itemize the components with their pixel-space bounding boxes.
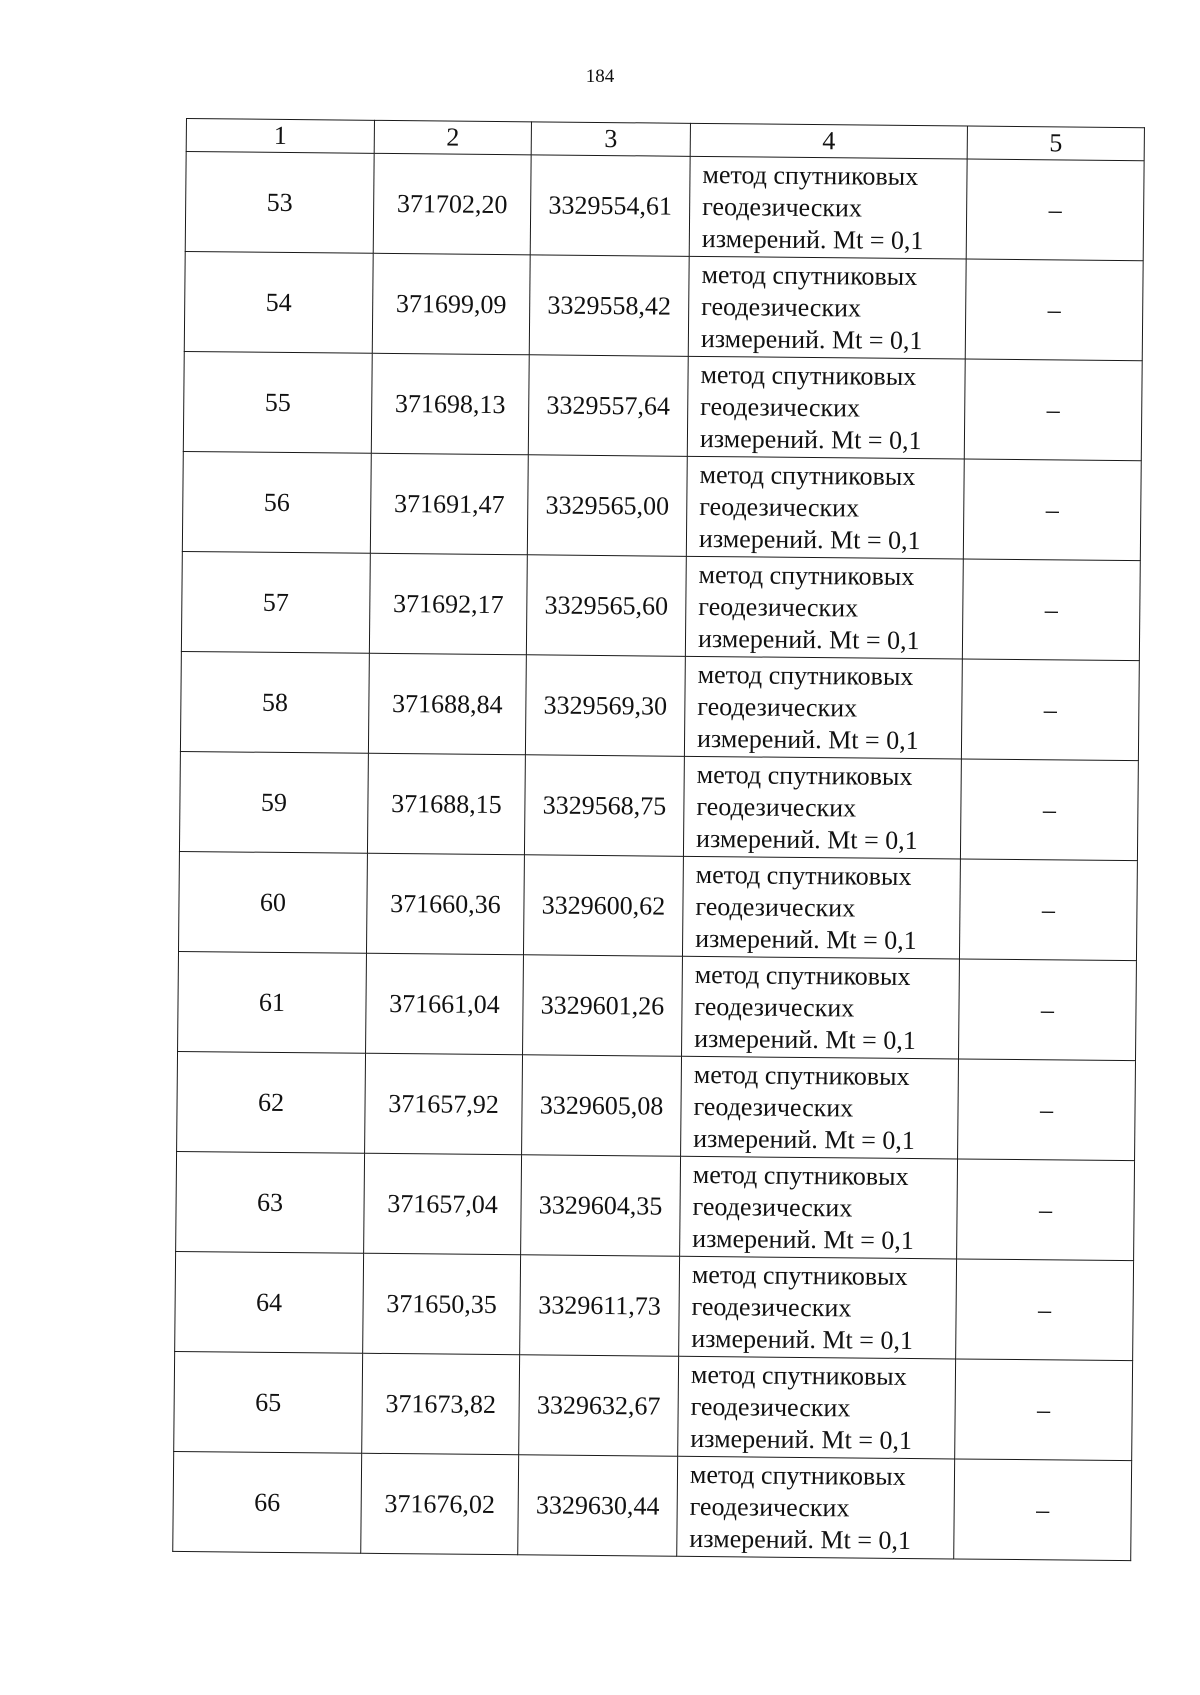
table-row — [181, 551, 1140, 660]
method-line: метод спутниковых — [700, 359, 917, 391]
method-line: геодезических — [694, 991, 855, 1022]
method-line: метод спутниковых — [701, 259, 918, 291]
y-coordinate-cell: 3329604,35 — [521, 1155, 681, 1257]
x-coordinate-cell: 371657,04 — [364, 1153, 522, 1255]
point-number-cell: 61 — [178, 951, 367, 1053]
method-line: метод спутниковых — [699, 459, 916, 491]
method-line: метод спутниковых — [695, 859, 912, 891]
method-line: геодезических — [696, 791, 857, 822]
y-coordinate-cell: 3329558,42 — [529, 255, 689, 357]
method-line: измерений. Mt = 0,1 — [694, 1023, 916, 1055]
column-header-1: 1 — [186, 119, 374, 154]
y-coordinate-cell: 3329569,30 — [525, 655, 685, 757]
method-line: метод спутниковых — [698, 559, 915, 591]
method-line: измерений. Mt = 0,1 — [701, 223, 924, 255]
x-coordinate-cell: 371661,04 — [366, 953, 524, 1055]
note-cell: – — [963, 459, 1141, 561]
method-line: измерений. Mt = 0,1 — [689, 1523, 912, 1555]
x-coordinate-cell: 371688,15 — [367, 753, 525, 855]
table-row — [180, 651, 1139, 760]
method-line: измерений. Mt = 0,1 — [696, 723, 919, 755]
x-coordinate-cell: 371657,92 — [365, 1053, 523, 1155]
table-row — [183, 351, 1142, 460]
table-row — [176, 1151, 1135, 1260]
table-row — [178, 951, 1137, 1060]
point-number-cell: 53 — [185, 152, 374, 254]
note-cell: – — [954, 1459, 1132, 1561]
method-line: метод спутниковых — [690, 1359, 907, 1391]
method-line: геодезических — [689, 1491, 850, 1522]
method-cell — [684, 656, 962, 759]
note-cell: – — [956, 1259, 1134, 1361]
method-line: метод спутниковых — [692, 1159, 909, 1191]
method-line: геодезических — [692, 1191, 853, 1222]
method-cell — [687, 356, 965, 459]
method-line: геодезических — [693, 1091, 854, 1122]
note-cell: – — [961, 659, 1139, 761]
method-cell — [683, 756, 961, 859]
column-header-4: 4 — [690, 123, 967, 159]
method-cell — [682, 856, 960, 959]
x-coordinate-cell: 371691,47 — [370, 453, 528, 555]
method-line: измерений. Mt = 0,1 — [691, 1323, 914, 1355]
table-row — [177, 1051, 1136, 1160]
method-line: геодезических — [699, 491, 860, 522]
x-coordinate-cell: 371673,82 — [362, 1353, 520, 1455]
y-coordinate-cell: 3329605,08 — [522, 1055, 682, 1157]
y-coordinate-cell: 3329568,75 — [524, 755, 684, 857]
method-line: измерений. Mt = 0,1 — [699, 423, 922, 455]
x-coordinate-cell: 371650,35 — [363, 1253, 521, 1355]
method-cell — [679, 1256, 957, 1359]
y-coordinate-cell: 3329632,67 — [519, 1355, 679, 1457]
method-line: метод спутниковых — [693, 1059, 910, 1091]
method-line: измерений. Mt = 0,1 — [695, 823, 918, 855]
method-line: геодезических — [698, 591, 859, 622]
method-cell — [682, 956, 960, 1059]
point-number-cell: 62 — [177, 1051, 366, 1153]
table-body — [173, 152, 1144, 1561]
note-cell: – — [957, 1159, 1135, 1261]
method-line: геодезических — [702, 191, 863, 222]
x-coordinate-cell: 371698,13 — [371, 353, 529, 455]
coordinates-table — [172, 118, 1145, 1561]
note-cell: – — [965, 259, 1143, 361]
table-row — [182, 451, 1141, 560]
method-line: метод спутниковых — [702, 159, 919, 191]
column-header-3: 3 — [531, 122, 690, 157]
y-coordinate-cell: 3329601,26 — [523, 955, 683, 1057]
point-number-cell: 56 — [182, 451, 371, 553]
point-number-cell: 59 — [179, 751, 368, 853]
point-number-cell: 58 — [180, 651, 369, 753]
x-coordinate-cell: 371702,20 — [373, 153, 531, 255]
method-line: геодезических — [691, 1291, 852, 1322]
method-line: измерений. Mt = 0,1 — [693, 1123, 915, 1155]
x-coordinate-cell: 371699,09 — [372, 253, 530, 355]
method-line: измерений. Mt = 0,1 — [690, 1423, 913, 1455]
y-coordinate-cell: 3329554,61 — [530, 155, 690, 257]
y-coordinate-cell: 3329630,44 — [518, 1455, 678, 1557]
note-cell: – — [955, 1359, 1133, 1461]
point-number-cell: 60 — [178, 851, 367, 953]
x-coordinate-cell: 371676,02 — [361, 1453, 519, 1555]
method-cell — [680, 1156, 958, 1259]
method-cell — [689, 156, 967, 259]
method-line: метод спутниковых — [691, 1259, 908, 1291]
method-cell — [685, 556, 963, 659]
method-cell — [688, 256, 966, 359]
point-number-cell: 55 — [183, 351, 372, 453]
method-line: геодезических — [695, 891, 856, 922]
method-cell — [681, 1056, 959, 1159]
y-coordinate-cell: 3329557,64 — [528, 355, 688, 457]
table-row — [178, 851, 1137, 960]
note-cell: – — [960, 759, 1138, 861]
note-cell: – — [959, 859, 1137, 961]
method-line: геодезических — [690, 1391, 851, 1422]
x-coordinate-cell: 371692,17 — [369, 553, 527, 655]
note-cell: – — [964, 359, 1142, 461]
note-cell: – — [966, 159, 1144, 261]
y-coordinate-cell: 3329565,60 — [526, 555, 686, 657]
page-number: 184 — [585, 66, 615, 87]
method-line: метод спутниковых — [689, 1459, 906, 1491]
method-cell — [677, 1456, 955, 1559]
method-line: измерений. Mt = 0,1 — [692, 1223, 915, 1255]
table-row — [179, 751, 1138, 860]
table-row — [173, 1451, 1132, 1560]
coordinates-sheet — [172, 118, 1144, 1561]
method-cell — [678, 1356, 956, 1459]
column-header-5: 5 — [967, 126, 1144, 161]
method-line: геодезических — [700, 391, 861, 422]
method-line: геодезических — [697, 691, 858, 722]
method-line: метод спутниковых — [697, 659, 914, 691]
column-header-2: 2 — [374, 120, 531, 155]
method-line: геодезических — [701, 291, 862, 322]
method-line: измерений. Mt = 0,1 — [697, 623, 920, 655]
note-cell: – — [959, 959, 1137, 1061]
table-row — [184, 251, 1143, 360]
point-number-cell: 64 — [175, 1251, 364, 1353]
table-row — [175, 1251, 1134, 1360]
point-number-cell: 54 — [184, 251, 373, 353]
method-line: метод спутниковых — [694, 959, 911, 991]
point-number-cell: 57 — [181, 551, 370, 653]
method-line: метод спутниковых — [696, 759, 913, 791]
y-coordinate-cell: 3329565,00 — [527, 455, 687, 557]
point-number-cell: 66 — [173, 1451, 362, 1553]
x-coordinate-cell: 371688,84 — [368, 653, 526, 755]
point-number-cell: 63 — [176, 1151, 365, 1253]
note-cell: – — [962, 559, 1140, 661]
method-line: измерений. Mt = 0,1 — [700, 323, 923, 355]
x-coordinate-cell: 371660,36 — [366, 853, 524, 955]
point-number-cell: 65 — [174, 1351, 363, 1453]
method-line: измерений. Mt = 0,1 — [698, 523, 921, 555]
table-row — [174, 1351, 1133, 1460]
method-cell — [686, 456, 964, 559]
method-line: измерений. Mt = 0,1 — [695, 923, 917, 955]
note-cell: – — [958, 1059, 1136, 1161]
y-coordinate-cell: 3329611,73 — [520, 1255, 680, 1357]
table-row — [185, 152, 1144, 261]
y-coordinate-cell: 3329600,62 — [523, 855, 683, 957]
